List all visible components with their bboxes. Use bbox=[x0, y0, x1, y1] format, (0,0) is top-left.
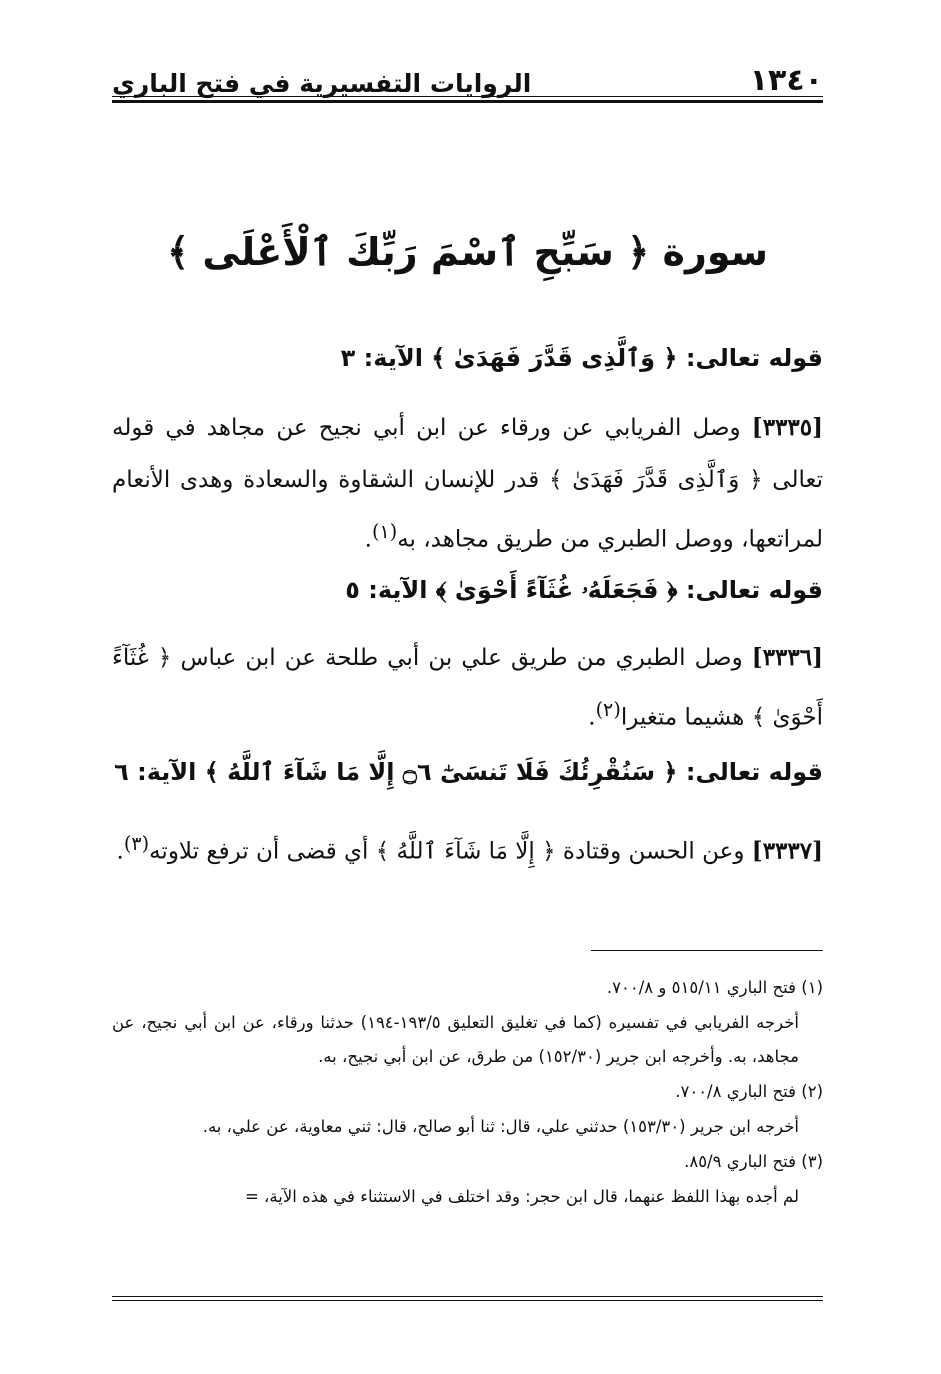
bottom-rule-1 bbox=[112, 1296, 823, 1297]
narration-text: وصل الفريابي عن ورقاء عن ابن أبي نجيح عن مجاهد في قوله تعالى ﴿ وَٱلَّذِى قَدَّرَ فَهَدَىٰ ﴾ قدر للإنسان الشقاوة والسعادة وهدى الأنعام لمراتعها، ووصل الطبري من طريق مجاهد، به bbox=[112, 415, 823, 553]
narration-paragraph-2: [٣٣٣٦] وصل الطبري من طريق علي بن أبي طلحة عن ابن عباس ﴿ غُثَآءً أَحْوَىٰ ﴾ هشيما متغيرا$^{(٢)}$. bbox=[112, 644, 823, 731]
footnote-separator bbox=[591, 950, 823, 951]
running-title: الروايات التفسيرية في فتح الباري bbox=[112, 69, 532, 98]
header-rule-thick bbox=[112, 100, 823, 103]
footnotes bbox=[112, 970, 823, 1214]
footnote-note-2: أخرجه ابن جرير (١٥٣/٣٠) حدثني علي، قال: ثنا أبو صالح، قال: ثني معاوية، عن علي، به. bbox=[202, 1117, 799, 1136]
header-rule-thin bbox=[112, 96, 823, 97]
narration-text: وصل الطبري من طريق علي بن أبي طلحة عن ابن عباس ﴿ غُثَآءً أَحْوَىٰ ﴾ هشيما متغيرا bbox=[112, 645, 823, 731]
narration-number: [٣٣٣٥] bbox=[751, 414, 823, 441]
narration-number: [٣٣٣٧] bbox=[751, 837, 823, 865]
footnote-ref-3: (٣) فتح الباري ٨٥/٩. bbox=[684, 1152, 823, 1171]
page-number: ١٣٤٠ bbox=[749, 63, 823, 98]
narration-paragraph-3: [٣٣٣٧] وعن الحسن وقتادة ﴿ إِلَّا مَا شَآءَ ٱللَّهُ ﴾ أي قضى أن ترفع تلاوته$^{(٣)}$. bbox=[116, 832, 823, 865]
bottom-rule-2 bbox=[112, 1300, 823, 1301]
footnote-mark: (١) bbox=[371, 520, 398, 543]
surah-title: سورة ﴿ سَبِّحِ ٱسْمَ رَبِّكَ ٱلْأَعْلَى ﴾ bbox=[166, 230, 769, 274]
footnote-note-3: لم أجده بهذا اللفظ عنهما، قال ابن حجر: وقد اختلف في الاستثناء في هذه الآية، = bbox=[244, 1187, 799, 1206]
footnote-ref-1: (١) فتح الباري ٥١٥/١١ و ٧٠٠/٨. bbox=[606, 978, 823, 997]
page-header bbox=[112, 52, 823, 96]
verse-heading-3: قوله تعالى: ﴿ سَنُقْرِئُكَ فَلَا تَنسَىٰٓ ۝٦ إِلَّا مَا شَآءَ ٱللَّهُ ﴾ الآية: ٦ bbox=[114, 758, 823, 786]
narration-number: [٣٣٣٦] bbox=[751, 644, 823, 671]
verse-heading-1: قوله تعالى: ﴿ وَٱلَّذِى قَدَّرَ فَهَدَىٰ ﴾ الآية: ٣ bbox=[340, 344, 823, 372]
footnote-mark: (٢) bbox=[595, 698, 621, 721]
footnote-mark: (٣) bbox=[123, 832, 150, 855]
verse-heading-2: قوله تعالى: ﴿ فَجَعَلَهُۥ غُثَآءً أَحْوَىٰ ﴾ الآية: ٥ bbox=[345, 576, 823, 604]
footnote-note-1: أخرجه الفريابي في تفسيره (كما في تغليق التعليق ١٩٣/٥-١٩٤) حدثنا ورقاء، عن ابن أبي نجيح، عن مجاهد، به. وأخرجه ابن جرير (١٥٢/٣٠) من طرق، عن ابن أبي نجيح، به. bbox=[112, 1013, 799, 1066]
narration-text: وعن الحسن وقتادة ﴿ إِلَّا مَا شَآءَ ٱللَّهُ ﴾ أي قضى أن ترفع تلاوته bbox=[149, 838, 745, 865]
narration-paragraph-1: [٣٣٣٥] وصل الفريابي عن ورقاء عن ابن أبي نجيح عن مجاهد في قوله تعالى ﴿ وَٱلَّذِى قَدَّرَ فَهَدَىٰ ﴾ قدر للإنسان الشقاوة والسعادة وهدى الأنعام لمراتعها، ووصل الطبري من طريق مجاهد، به$^{(١)}$. bbox=[112, 414, 823, 553]
footnote-ref-2: (٢) فتح الباري ٧٠٠/٨. bbox=[675, 1082, 823, 1101]
